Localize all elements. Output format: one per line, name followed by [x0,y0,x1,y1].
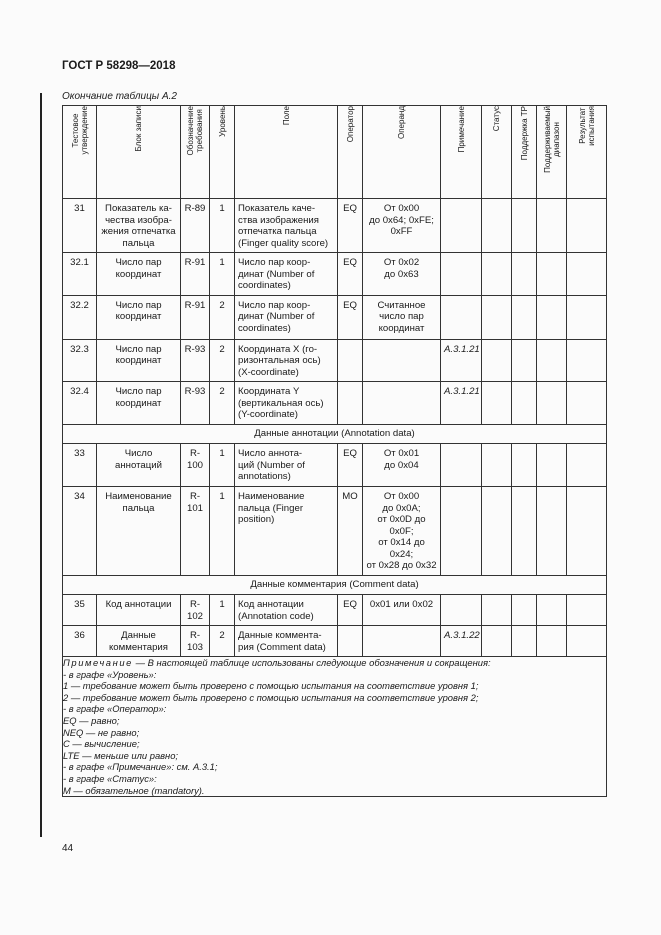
field-cell: Показатель каче- ства изображения отпечатка пальца (Finger quality score) [235,199,338,253]
tp-support-cell [512,339,537,382]
col-header: Результат испытания [567,106,607,199]
record-block-cell: Данные комментария [97,626,181,657]
note-line: - в графе «Уровень»: [63,668,157,680]
note-cell [441,199,482,253]
col-header: Тестовое утверждение [63,106,97,199]
note-cell [441,595,482,626]
operator-cell: EQ [338,295,363,339]
operator-cell: EQ [338,199,363,253]
table-row [63,487,607,576]
page-number: 44 [62,843,74,854]
field-cell: Код аннотации (Annotation code) [235,595,338,626]
test-id-cell: 31 [63,199,97,253]
tp-support-cell [512,295,537,339]
table-header-row [63,106,607,199]
table-notes [63,657,607,797]
status-cell [482,626,512,657]
operand-cell [363,382,441,425]
status-cell [482,595,512,626]
test-id-cell: 32.4 [63,382,97,425]
operand-cell: От 0x00 до 0x64; 0xFE; 0xFF [363,199,441,253]
notes-row [63,657,607,797]
field-cell: Число аннота- ций (Number of annotations) [235,444,338,487]
col-header: Операнд [363,106,441,199]
record-block-cell: Число пар координат [97,253,181,296]
requirement-id-cell: R-100 [181,444,210,487]
note-line: C — вычисление; [63,738,140,750]
record-block-cell: Код аннотации [97,595,181,626]
tp-support-cell [512,626,537,657]
field-cell: Координата Y (вертикальная ось) (Y-coordinate) [235,382,338,425]
note-line: M — обязательное (mandatory). [63,784,205,796]
operator-cell: EQ [338,595,363,626]
note-line: 1 — требование может быть проверено с помощью испытания на соответствие уровня 1; [63,680,479,692]
test-id-cell: 32.1 [63,253,97,296]
table-caption: Окончание таблицы А.2 [62,91,177,102]
operator-cell [338,382,363,425]
supported-range-cell [537,595,567,626]
requirement-id-cell: R-91 [181,295,210,339]
requirement-id-cell: R-89 [181,199,210,253]
note-cell [441,295,482,339]
note-cell [441,444,482,487]
table-row [63,295,607,339]
status-cell [482,487,512,576]
level-cell: 1 [210,487,235,576]
col-header: Уровень [210,106,235,199]
level-cell: 2 [210,339,235,382]
note-line: - в графе «Примечание»: см. А.3.1; [63,761,218,773]
test-id-cell: 36 [63,626,97,657]
status-cell [482,339,512,382]
note-line: EQ — равно; [63,714,120,726]
section-title: Данные комментария (Comment data) [63,575,607,595]
level-cell: 2 [210,626,235,657]
status-cell [482,199,512,253]
test-result-cell [567,339,607,382]
record-block-cell: Наименование пальца [97,487,181,576]
col-header: Поддержка ТР [512,106,537,199]
operator-cell: MO [338,487,363,576]
record-block-cell: Показатель ка- чества изобра- жения отпечатка пальца [97,199,181,253]
note-line: - в графе «Статус»: [63,772,157,784]
table-row [63,253,607,296]
status-cell [482,444,512,487]
section-row [63,424,607,444]
requirement-id-cell: R-101 [181,487,210,576]
test-result-cell [567,253,607,296]
status-cell [482,382,512,425]
note-line: NEQ — не равно; [63,726,140,738]
margin-change-bar [40,93,42,837]
table-row [63,382,607,425]
level-cell: 1 [210,199,235,253]
level-cell: 1 [210,595,235,626]
level-cell: 1 [210,444,235,487]
test-result-cell [567,595,607,626]
test-result-cell [567,626,607,657]
operand-cell: От 0x02 до 0x63 [363,253,441,296]
supported-range-cell [537,295,567,339]
level-cell: 2 [210,382,235,425]
notes-prefix: Примечание [63,657,133,668]
note-line: - в графе «Оператор»: [63,703,167,715]
tp-support-cell [512,487,537,576]
document-header: ГОСТ Р 58298—2018 [62,60,176,72]
note-cell: А.3.1.21 [441,339,482,382]
test-id-cell: 32.3 [63,339,97,382]
record-block-cell: Число пар координат [97,382,181,425]
status-cell [482,253,512,296]
col-header: Примечание [441,106,482,199]
col-header: Статус [482,106,512,199]
field-cell: Наименование пальца (Finger position) [235,487,338,576]
record-block-cell: Число аннотаций [97,444,181,487]
test-id-cell: 32.2 [63,295,97,339]
test-result-cell [567,295,607,339]
operator-cell [338,626,363,657]
tp-support-cell [512,382,537,425]
field-cell: Координата X (го- ризонтальная ось) (X-coordinate) [235,339,338,382]
test-id-cell: 34 [63,487,97,576]
requirement-id-cell: R-91 [181,253,210,296]
test-result-cell [567,199,607,253]
test-result-cell [567,382,607,425]
requirement-id-cell: R-93 [181,382,210,425]
operator-cell: EQ [338,444,363,487]
note-cell [441,487,482,576]
note-cell: А.3.1.22 [441,626,482,657]
tp-support-cell [512,199,537,253]
notes-intro: — В настоящей таблице использованы следующие обозначения и сокращения: [133,657,491,668]
table-row [63,595,607,626]
col-header: Оператор [338,106,363,199]
supported-range-cell [537,626,567,657]
test-id-cell: 35 [63,595,97,626]
operand-cell: Считанное число пар координат [363,295,441,339]
field-cell: Число пар коор- динат (Number of coordinates) [235,253,338,296]
field-cell: Данные коммента- рия (Comment data) [235,626,338,657]
tp-support-cell [512,595,537,626]
note-cell: А.3.1.21 [441,382,482,425]
operand-cell [363,339,441,382]
operator-cell [338,339,363,382]
requirement-id-cell: R-103 [181,626,210,657]
table-row [63,339,607,382]
col-header: Поддерживаемый диапазон [537,106,567,199]
supported-range-cell [537,339,567,382]
requirements-table [62,105,607,797]
note-cell [441,253,482,296]
section-row [63,575,607,595]
supported-range-cell [537,199,567,253]
record-block-cell: Число пар координат [97,295,181,339]
col-header: Обозначение требования [181,106,210,199]
operand-cell: От 0x00 до 0x0A; от 0x0D до 0x0F; от 0x14 до 0x24; от 0x28 до 0x32 [363,487,441,576]
operator-cell: EQ [338,253,363,296]
note-line: LTE — меньше или равно; [63,749,179,761]
tp-support-cell [512,253,537,296]
operand-cell: От 0x01 до 0x04 [363,444,441,487]
level-cell: 2 [210,295,235,339]
tp-support-cell [512,444,537,487]
section-title: Данные аннотации (Annotation data) [63,424,607,444]
supported-range-cell [537,444,567,487]
operand-cell [363,626,441,657]
col-header: Поле [235,106,338,199]
operand-cell: 0x01 или 0x02 [363,595,441,626]
status-cell [482,295,512,339]
table-row [63,626,607,657]
field-cell: Число пар коор- динат (Number of coordinates) [235,295,338,339]
supported-range-cell [537,487,567,576]
requirement-id-cell: R-93 [181,339,210,382]
test-result-cell [567,444,607,487]
level-cell: 1 [210,253,235,296]
supported-range-cell [537,253,567,296]
table-row [63,199,607,253]
test-id-cell: 33 [63,444,97,487]
col-header: Блок записи [97,106,181,199]
record-block-cell: Число пар координат [97,339,181,382]
test-result-cell [567,487,607,576]
table-row [63,444,607,487]
requirement-id-cell: R-102 [181,595,210,626]
note-line: 2 — требование может быть проверено с помощью испытания на соответствие уровня 2; [63,691,479,703]
supported-range-cell [537,382,567,425]
